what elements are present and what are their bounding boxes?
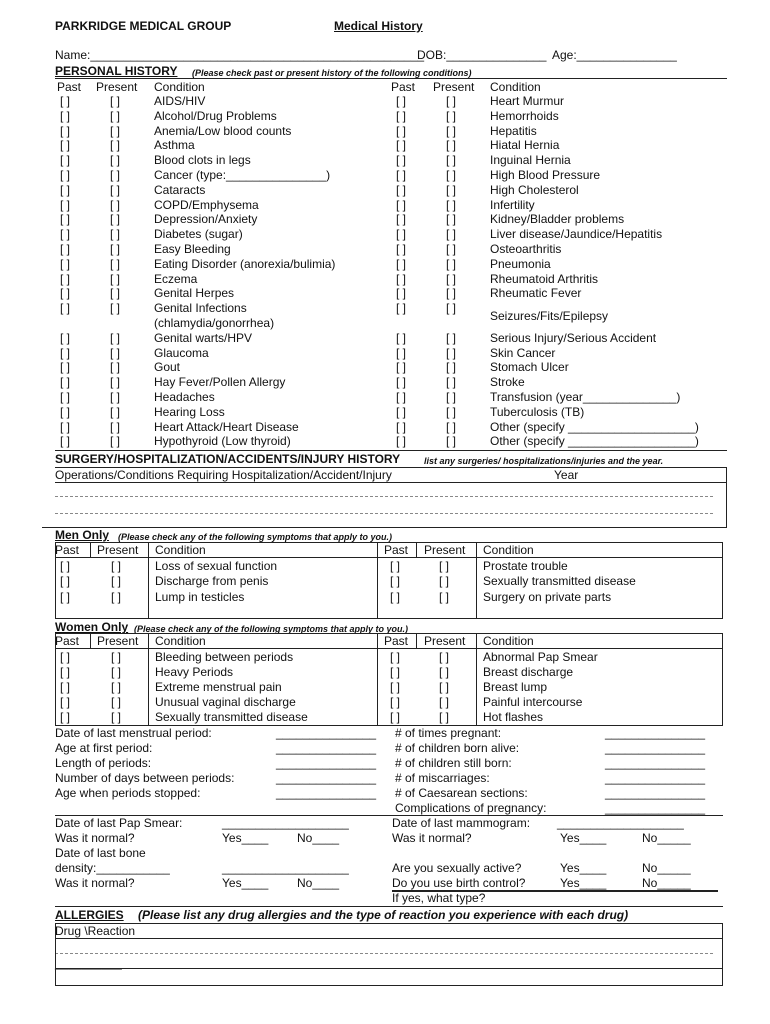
past-checkbox[interactable]: [ ] — [60, 664, 71, 679]
age-field[interactable]: Age:_______________ — [552, 48, 677, 62]
present-checkbox[interactable]: [ ] — [111, 709, 122, 724]
present-checkbox[interactable]: [ ] — [446, 360, 457, 375]
condition-label: Liver disease/Jaundice/Hepatitis — [490, 227, 663, 242]
men-only-title: Men Only — [55, 528, 110, 542]
past-checkbox[interactable]: [ ] — [60, 709, 71, 724]
present-checkbox[interactable]: [ ] — [446, 256, 457, 271]
present-checkbox[interactable]: [ ] — [111, 589, 122, 604]
condition-label: Breast lump — [483, 679, 548, 694]
pap-date-blank[interactable]: ___________________ — [222, 816, 349, 830]
past-checkbox[interactable]: [ ] — [396, 271, 407, 286]
personal-history-title: PERSONAL HISTORY — [55, 64, 178, 78]
past-checkbox[interactable]: [ ] — [396, 138, 407, 153]
col-present-right: Present — [433, 80, 475, 94]
condition-label: Painful intercourse — [483, 694, 583, 709]
present-checkbox[interactable]: [ ] — [439, 559, 450, 573]
present-checkbox[interactable]: [ ] — [446, 94, 457, 108]
past-checkbox[interactable]: [ ] — [60, 360, 71, 375]
women-field-label: Age when periods stopped: — [55, 785, 201, 800]
past-checkbox[interactable]: [ ] — [390, 589, 401, 604]
sexually-active-no[interactable]: No_____ — [642, 861, 691, 875]
condition-label: Hepatitis — [490, 123, 537, 138]
condition-label: Surgery on private parts — [483, 589, 612, 604]
present-checkbox[interactable]: [ ] — [446, 153, 457, 168]
men-col-past-right: Past — [384, 543, 409, 557]
surgery-line-1[interactable] — [55, 496, 713, 497]
present-checkbox[interactable]: [ ] — [110, 168, 121, 182]
women-col-condition-right: Condition — [483, 634, 534, 648]
condition-label: Alcohol/Drug Problems — [154, 108, 277, 123]
condition-label: Sexually transmitted disease — [483, 574, 636, 589]
present-checkbox[interactable]: [ ] — [446, 227, 457, 242]
past-checkbox[interactable]: [ ] — [60, 108, 71, 123]
past-checkbox[interactable]: [ ] — [390, 559, 401, 573]
condition-label: Infertility — [490, 197, 535, 212]
past-checkbox[interactable]: [ ] — [396, 286, 407, 301]
present-checkbox[interactable]: [ ] — [446, 434, 457, 449]
condition-label: Glaucoma — [154, 345, 209, 360]
condition-label: Bleeding between periods — [155, 650, 294, 664]
condition-label: Serious Injury/Serious Accident — [490, 330, 657, 345]
surgery-note: list any surgeries/ hospitalizations/injuries and the year. — [424, 456, 664, 466]
past-checkbox[interactable]: [ ] — [396, 197, 407, 212]
condition-label: Unusual vaginal discharge — [155, 694, 296, 709]
past-checkbox[interactable]: [ ] — [60, 182, 71, 197]
women-field-blank[interactable]: _______________ — [605, 770, 706, 785]
men-col-past: Past — [55, 543, 80, 557]
past-checkbox[interactable]: [ ] — [60, 94, 71, 108]
present-checkbox[interactable]: [ ] — [110, 301, 121, 316]
present-checkbox[interactable]: [ ] — [110, 256, 121, 271]
past-checkbox[interactable]: [ ] — [60, 559, 71, 573]
present-checkbox[interactable]: [ ] — [439, 574, 450, 589]
present-checkbox[interactable]: [ ] — [446, 375, 457, 390]
present-checkbox[interactable]: [ ] — [110, 390, 121, 404]
condition-label: Prostate trouble — [483, 559, 568, 573]
condition-label: Genital Herpes — [154, 286, 235, 301]
condition-label: Inguinal Hernia — [490, 153, 571, 168]
condition-label: Rheumatic Fever — [490, 286, 582, 301]
women-field-blank[interactable]: _______________ — [276, 740, 377, 755]
present-checkbox[interactable]: [ ] — [110, 375, 121, 390]
present-checkbox[interactable]: [ ] — [110, 123, 121, 138]
present-checkbox[interactable]: [ ] — [110, 360, 121, 375]
personal-history-note: (Please check past or present history of the following conditions) — [192, 68, 472, 78]
mammogram-yes[interactable]: Yes____ — [560, 831, 607, 845]
women-field-blank[interactable]: _______________ — [605, 726, 706, 740]
past-checkbox[interactable]: [ ] — [396, 108, 407, 123]
condition-label: Eczema — [154, 271, 198, 286]
men-col-present-right: Present — [424, 543, 466, 557]
mammogram-normal-label: Was it normal? — [392, 831, 472, 845]
col-past-right: Past — [391, 80, 416, 94]
present-checkbox[interactable]: [ ] — [110, 434, 121, 449]
condition-label: Lump in testicles — [155, 589, 245, 604]
men-only-note: (Please check any of the following symptoms that apply to you.) — [118, 532, 393, 542]
past-checkbox[interactable]: [ ] — [60, 212, 71, 227]
present-checkbox[interactable]: [ ] — [110, 94, 121, 108]
condition-label: Easy Bleeding — [154, 242, 231, 256]
past-checkbox[interactable]: [ ] — [60, 589, 71, 604]
past-checkbox[interactable]: [ ] — [60, 574, 71, 589]
present-checkbox[interactable]: [ ] — [446, 123, 457, 138]
surgery-line-2[interactable] — [55, 513, 713, 514]
condition-label: Hot flashes — [483, 709, 544, 724]
sexually-active-label: Are you sexually active? — [392, 861, 522, 875]
past-checkbox[interactable]: [ ] — [390, 679, 401, 694]
present-checkbox[interactable]: [ ] — [446, 182, 457, 197]
pap-date-label: Date of last Pap Smear: — [55, 816, 183, 830]
condition-label: High Cholesterol — [490, 182, 579, 197]
condition-label: Stroke — [490, 375, 525, 390]
women-only-note: (Please check any of the following symptoms that apply to you.) — [134, 624, 409, 634]
present-checkbox[interactable]: [ ] — [110, 242, 121, 256]
men-col-present: Present — [97, 543, 139, 557]
condition-label: Blood clots in legs — [154, 153, 251, 168]
men-col-condition-right: Condition — [483, 543, 534, 557]
birth-control-label: Do you use birth control? — [392, 876, 526, 890]
past-checkbox[interactable]: [ ] — [396, 182, 407, 197]
present-checkbox[interactable]: [ ] — [439, 650, 450, 664]
present-checkbox[interactable]: [ ] — [446, 271, 457, 286]
bone-density-field[interactable]: density:___________ — [55, 861, 170, 875]
condition-label: Hemorrhoids — [490, 108, 559, 123]
bone-density-blank[interactable]: ___________________ — [222, 861, 349, 875]
condition-label: Rheumatoid Arthritis — [490, 271, 599, 286]
condition-label: Transfusion (year______________) — [490, 390, 681, 404]
present-checkbox[interactable]: [ ] — [111, 559, 122, 573]
past-checkbox[interactable]: [ ] — [396, 242, 407, 256]
past-checkbox[interactable]: [ ] — [390, 574, 401, 589]
past-checkbox[interactable]: [ ] — [396, 94, 407, 108]
condition-label: COPD/Emphysema — [154, 197, 259, 212]
condition-label: Hay Fever/Pollen Allergy — [154, 375, 286, 390]
women-only-title: Women Only — [55, 620, 129, 634]
condition-label: (chlamydia/gonorrhea) — [154, 316, 275, 330]
condition-label: Headaches — [154, 390, 215, 404]
condition-label: Other (specify ___________________) — [490, 434, 699, 449]
present-checkbox[interactable]: [ ] — [439, 664, 450, 679]
past-checkbox[interactable]: [ ] — [390, 694, 401, 709]
present-checkbox[interactable]: [ ] — [446, 345, 457, 360]
col-past: Past — [57, 80, 82, 94]
condition-label: High Blood Pressure — [490, 168, 601, 182]
past-checkbox[interactable]: [ ] — [396, 375, 407, 390]
past-checkbox[interactable]: [ ] — [396, 404, 407, 419]
present-checkbox[interactable]: [ ] — [439, 679, 450, 694]
men-col-condition: Condition — [155, 543, 206, 557]
mammogram-date-blank[interactable]: ___________________ — [557, 816, 684, 830]
women-field-blank[interactable]: _______________ — [276, 770, 377, 785]
past-checkbox[interactable]: [ ] — [396, 330, 407, 345]
condition-label: Stomach Ulcer — [490, 360, 569, 375]
past-checkbox[interactable]: [ ] — [60, 242, 71, 256]
past-checkbox[interactable]: [ ] — [60, 138, 71, 153]
condition-label: Seizures/Fits/Epilepsy — [490, 308, 609, 323]
past-checkbox[interactable]: [ ] — [396, 345, 407, 360]
past-checkbox[interactable]: [ ] — [60, 153, 71, 168]
condition-label: Hypothyroid (Low thyroid) — [154, 434, 291, 449]
present-checkbox[interactable]: [ ] — [110, 153, 121, 168]
allergy-line-1[interactable] — [55, 953, 713, 954]
past-checkbox[interactable]: [ ] — [60, 330, 71, 345]
women-col-present: Present — [97, 634, 139, 648]
condition-label: Diabetes (sugar) — [154, 227, 243, 242]
past-checkbox[interactable]: [ ] — [60, 390, 71, 404]
women-field-label: Date of last menstrual period: — [55, 726, 212, 740]
women-field-blank[interactable]: _______________ — [276, 755, 377, 770]
women-field-label: # of miscarriages: — [395, 770, 490, 785]
allergies-note: (Please list any drug allergies and the type of reaction you experience with each drug) — [138, 908, 629, 922]
sexually-active-yes[interactable]: Yes____ — [560, 861, 607, 875]
condition-label: Tuberculosis (TB) — [490, 404, 585, 419]
present-checkbox[interactable]: [ ] — [446, 138, 457, 153]
women-field-label: Length of periods: — [55, 755, 152, 770]
past-checkbox[interactable]: [ ] — [60, 197, 71, 212]
present-checkbox[interactable]: [ ] — [110, 404, 121, 419]
past-checkbox[interactable]: [ ] — [60, 694, 71, 709]
present-checkbox[interactable]: [ ] — [439, 589, 450, 604]
condition-label: Eating Disorder (anorexia/bulimia) — [154, 256, 336, 271]
present-checkbox[interactable]: [ ] — [110, 271, 121, 286]
birth-control-type-label: If yes, what type? — [392, 891, 486, 905]
women-col-past-right: Past — [384, 634, 409, 648]
past-checkbox[interactable]: [ ] — [60, 286, 71, 301]
condition-label: Genital warts/HPV — [154, 330, 253, 345]
women-field-label: # of children still born: — [395, 755, 512, 770]
women-field-label: # of children born alive: — [395, 740, 520, 755]
surgery-col-ops: Operations/Conditions Requiring Hospitalization/Accident/Injury — [55, 468, 392, 482]
past-checkbox[interactable]: [ ] — [60, 434, 71, 449]
condition-label: Extreme menstrual pain — [155, 679, 282, 694]
condition-label: Asthma — [154, 138, 195, 153]
condition-label: Heart Attack/Heart Disease — [154, 419, 299, 434]
present-checkbox[interactable]: [ ] — [110, 227, 121, 242]
present-checkbox[interactable]: [ ] — [110, 212, 121, 227]
condition-label: Anemia/Low blood counts — [154, 123, 292, 138]
past-checkbox[interactable]: [ ] — [390, 650, 401, 664]
past-checkbox[interactable]: [ ] — [396, 212, 407, 227]
present-checkbox[interactable]: [ ] — [446, 419, 457, 434]
condition-label: Heavy Periods — [155, 664, 234, 679]
condition-label: Gout — [154, 360, 181, 375]
condition-label: AIDS/HIV — [154, 94, 206, 108]
surgery-title: SURGERY/HOSPITALIZATION/ACCIDENTS/INJURY HISTORY — [55, 452, 401, 466]
present-checkbox[interactable]: [ ] — [110, 197, 121, 212]
past-checkbox[interactable]: [ ] — [396, 123, 407, 138]
bone-no[interactable]: No____ — [297, 876, 340, 890]
present-checkbox[interactable]: [ ] — [446, 168, 457, 182]
women-field-blank[interactable]: _______________ — [605, 800, 706, 815]
allergies-title-wrap — [55, 908, 124, 923]
women-field-label: # of Caesarean sections: — [395, 785, 528, 800]
past-checkbox[interactable]: [ ] — [60, 345, 71, 360]
present-checkbox[interactable]: [ ] — [446, 404, 457, 419]
condition-label: Genital Infections — [154, 301, 247, 316]
condition-label: Skin Cancer — [490, 345, 556, 360]
women-field-label: Complications of pregnancy: — [395, 800, 547, 815]
past-checkbox[interactable]: [ ] — [390, 709, 401, 724]
name-field[interactable]: Name:__________________________________________________ — [55, 48, 425, 62]
present-checkbox[interactable]: [ ] — [111, 694, 122, 709]
present-checkbox[interactable]: [ ] — [446, 108, 457, 123]
women-field-label: # of times pregnant: — [395, 726, 502, 740]
allergies-col: Drug \Reaction — [55, 924, 136, 938]
bone-yes[interactable]: Yes____ — [222, 876, 269, 890]
org-name: PARKRIDGE MEDICAL GROUP — [55, 19, 232, 33]
past-checkbox[interactable]: [ ] — [396, 227, 407, 242]
condition-label: Other (specify ___________________) — [490, 419, 699, 434]
past-checkbox[interactable]: [ ] — [390, 664, 401, 679]
present-checkbox[interactable]: [ ] — [446, 390, 457, 404]
women-field-blank[interactable]: _______________ — [605, 785, 706, 800]
condition-label: Hiatal Hernia — [490, 138, 560, 153]
pap-no[interactable]: No____ — [297, 831, 340, 845]
condition-label: Cancer (type:_______________) — [154, 168, 331, 182]
women-field-blank[interactable]: _______________ — [276, 785, 377, 800]
past-checkbox[interactable]: [ ] — [60, 168, 71, 182]
past-checkbox[interactable]: [ ] — [396, 168, 407, 182]
present-checkbox[interactable]: [ ] — [446, 212, 457, 227]
present-checkbox[interactable]: [ ] — [446, 286, 457, 301]
condition-label: Osteoarthritis — [490, 242, 562, 256]
condition-label: Depression/Anxiety — [154, 212, 258, 227]
past-checkbox[interactable]: [ ] — [60, 375, 71, 390]
present-checkbox[interactable]: [ ] — [111, 574, 122, 589]
past-checkbox[interactable]: [ ] — [60, 271, 71, 286]
women-field-label: Number of days between periods: — [55, 770, 235, 785]
past-checkbox[interactable]: [ ] — [396, 360, 407, 375]
women-field-blank[interactable]: _______________ — [605, 740, 706, 755]
col-condition-right: Condition — [490, 80, 541, 94]
women-field-blank[interactable]: _______________ — [276, 726, 377, 740]
condition-label: Discharge from penis — [155, 574, 269, 589]
birth-control-yes[interactable]: Yes____ — [560, 876, 607, 890]
condition-label: Sexually transmitted disease — [155, 709, 308, 724]
present-checkbox[interactable]: [ ] — [439, 694, 450, 709]
condition-label: Kidney/Bladder problems — [490, 212, 625, 227]
present-checkbox[interactable]: [ ] — [111, 664, 122, 679]
pap-yes[interactable]: Yes____ — [222, 831, 269, 845]
present-checkbox[interactable]: [ ] — [446, 242, 457, 256]
women-col-present-right: Present — [424, 634, 466, 648]
condition-label: Pneumonia — [490, 256, 551, 271]
present-checkbox[interactable]: [ ] — [110, 182, 121, 197]
past-checkbox[interactable]: [ ] — [60, 679, 71, 694]
mammogram-no[interactable]: No_____ — [642, 831, 691, 845]
bone-density-label: Date of last bone — [55, 846, 146, 860]
present-checkbox[interactable]: [ ] — [111, 679, 122, 694]
past-checkbox[interactable]: [ ] — [60, 301, 71, 316]
past-checkbox[interactable]: [ ] — [396, 390, 407, 404]
present-checkbox[interactable]: [ ] — [446, 197, 457, 212]
past-checkbox[interactable]: [ ] — [60, 256, 71, 271]
past-checkbox[interactable]: [ ] — [396, 419, 407, 434]
allergy-line-short[interactable]: __________ — [55, 956, 122, 970]
present-checkbox[interactable]: [ ] — [110, 419, 121, 434]
past-checkbox[interactable]: [ ] — [396, 153, 407, 168]
present-checkbox[interactable]: [ ] — [111, 650, 122, 664]
present-checkbox[interactable]: [ ] — [110, 330, 121, 345]
past-checkbox[interactable]: [ ] — [60, 404, 71, 419]
present-checkbox[interactable]: [ ] — [446, 301, 457, 316]
present-checkbox[interactable]: [ ] — [446, 330, 457, 345]
condition-label: Heart Murmur — [490, 94, 565, 108]
birth-control-no[interactable]: No_____ — [642, 876, 691, 890]
mammogram-date-label: Date of last mammogram: — [392, 816, 531, 830]
women-col-condition: Condition — [155, 634, 206, 648]
surgery-col-year: Year — [554, 468, 579, 482]
col-present: Present — [96, 80, 138, 94]
condition-label: Breast discharge — [483, 664, 574, 679]
past-checkbox[interactable]: [ ] — [396, 301, 407, 316]
past-checkbox[interactable]: [ ] — [60, 123, 71, 138]
present-checkbox[interactable]: [ ] — [110, 345, 121, 360]
past-checkbox[interactable]: [ ] — [60, 419, 71, 434]
women-col-past: Past — [55, 634, 80, 648]
condition-label: Abnormal Pap Smear — [483, 650, 598, 664]
condition-label: Hearing Loss — [154, 404, 225, 419]
col-condition: Condition — [154, 80, 205, 94]
past-checkbox[interactable]: [ ] — [396, 434, 407, 449]
condition-label: Cataracts — [154, 182, 206, 197]
women-field-blank[interactable]: _______________ — [605, 755, 706, 770]
present-checkbox[interactable]: [ ] — [439, 709, 450, 724]
bone-normal-label: Was it normal? — [55, 876, 135, 890]
allergies-title: ALLERGIES — [55, 908, 124, 922]
present-checkbox[interactable]: [ ] — [110, 108, 121, 123]
present-checkbox[interactable]: [ ] — [110, 138, 121, 153]
past-checkbox[interactable]: [ ] — [396, 256, 407, 271]
page-title: Medical History — [334, 19, 423, 33]
pap-normal-label: Was it normal? — [55, 831, 135, 845]
condition-label: Loss of sexual function — [155, 559, 278, 573]
dob-field[interactable]: DOB:_______________ — [417, 48, 547, 62]
past-checkbox[interactable]: [ ] — [60, 650, 71, 664]
women-field-label: Age at first period: — [55, 740, 153, 755]
present-checkbox[interactable]: [ ] — [110, 286, 121, 301]
past-checkbox[interactable]: [ ] — [60, 227, 71, 242]
